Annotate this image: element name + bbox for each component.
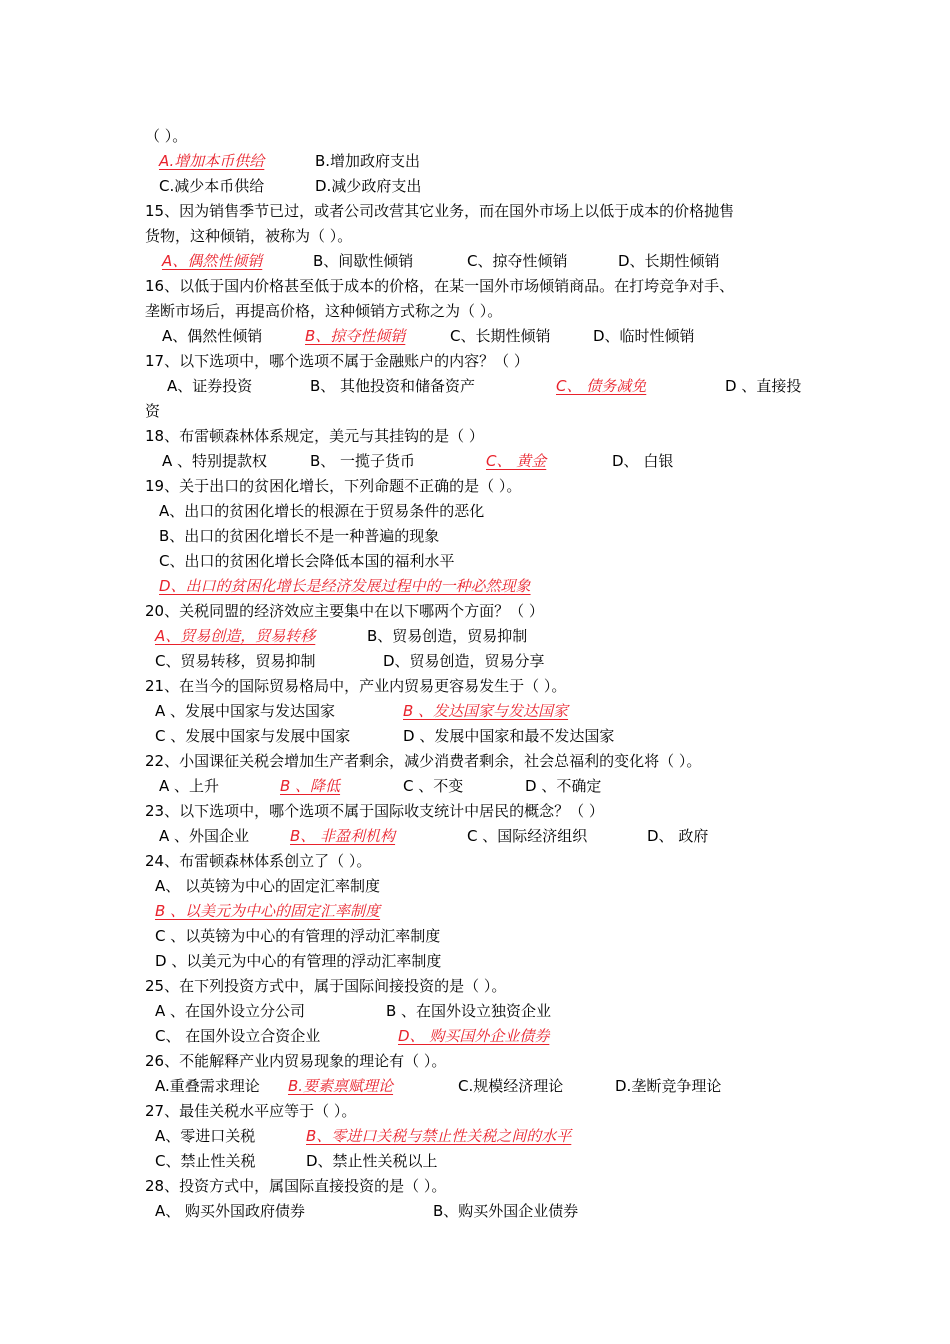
option-text: C.规模经济理论 [458,1077,564,1095]
option-text: A、 以英镑为中心的固定汇率制度 [155,877,381,895]
option-text: A、证券投资 [167,377,253,395]
option-text: D、禁止性关税以上 [306,1152,438,1170]
options-line [145,999,815,1024]
question-text: 21、在当今的国际贸易格局中，产业内贸易更容易发生于（ ）。 [145,677,567,695]
option-text: D、临时性倾销 [593,327,695,345]
option-text: B、出口的贫困化增长不是一种普遍的现象 [159,527,440,545]
options-line [145,449,815,474]
question-line [145,599,815,624]
options-line [145,1074,815,1099]
options-line [145,1024,815,1049]
text-line [145,399,815,424]
options-line [145,899,815,924]
options-line [145,949,815,974]
correct-answer: B 、以美元为中心的固定汇率制度 [155,902,381,920]
option-text: A 、外国企业 [159,827,250,845]
question-line [145,349,815,374]
option-text: B、间歇性倾销 [313,252,414,270]
question-line [145,849,815,874]
option-text: C 、国际经济组织 [467,827,588,845]
option-text: D、贸易创造，贸易分享 [383,652,545,670]
options-line [145,374,815,399]
option-text: C、掠夺性倾销 [467,252,568,270]
option-text: B、 其他投资和储备资产 [310,377,476,395]
question-line [145,1174,815,1199]
question-text: 20、关税同盟的经济效应主要集中在以下哪两个方面？（ ） [145,602,544,620]
options-line [145,1124,815,1149]
exam-document [145,124,815,1224]
question-line [145,199,815,224]
question-line [145,799,815,824]
option-text: C 、不变 [403,777,464,795]
option-text: A、出口的贫困化增长的根源在于贸易条件的恶化 [159,502,485,520]
question-text: （ ）。 [145,127,188,145]
correct-answer: B.要素禀赋理论 [288,1077,394,1095]
option-text: D 、不确定 [525,777,602,795]
question-text: 18、布雷顿森林体系规定，美元与其挂钩的是（ ） [145,427,484,445]
option-text: B、 一揽子货币 [310,452,416,470]
correct-answer: A、偶然性倾销 [162,252,263,270]
option-text: D.减少政府支出 [315,177,422,195]
text-line [145,124,815,149]
options-line [145,324,815,349]
options-line [145,574,815,599]
option-text: C、贸易转移，贸易抑制 [155,652,316,670]
question-text: 26、不能解释产业内贸易现象的理论有（ ）。 [145,1052,447,1070]
options-line [145,524,815,549]
options-line [145,249,815,274]
option-text: C、出口的贫困化增长会降低本国的福利水平 [159,552,455,570]
question-line [145,474,815,499]
option-text: C、长期性倾销 [450,327,551,345]
question-text: 19、关于出口的贫困化增长，下列命题不正确的是（ ）。 [145,477,522,495]
correct-answer: B、 非盈利机构 [290,827,396,845]
correct-answer: D、 购买国外企业债券 [398,1027,550,1045]
option-text: A 、特别提款权 [162,452,268,470]
question-text: 货物，这种倾销，被称为（ ）。 [145,227,353,245]
option-text: C.减少本币供给 [159,177,265,195]
option-text: B.增加政府支出 [315,152,421,170]
options-line [145,549,815,574]
option-text: D、长期性倾销 [618,252,720,270]
options-line [145,149,815,174]
options-line [145,499,815,524]
options-line [145,1149,815,1174]
options-line [145,624,815,649]
question-text: 15、因为销售季节已过，或者公司改营其它业务，而在国外市场上以低于成本的价格抛售 [145,202,735,220]
option-text: A.重叠需求理论 [155,1077,260,1095]
options-line [145,924,815,949]
option-text: B、贸易创造，贸易抑制 [367,627,528,645]
correct-answer: D、出口的贫困化增长是经济发展过程中的一种必然现象 [159,577,531,595]
options-line [145,1199,815,1224]
option-text: D 、以美元为中心的有管理的浮动汇率制度 [155,952,442,970]
option-text: D、 白银 [612,452,674,470]
question-text: 28、投资方式中，属国际直接投资的是（ ）。 [145,1177,447,1195]
options-line [145,699,815,724]
correct-answer: B 、降低 [280,777,341,795]
option-text: A 、在国外设立分公司 [155,1002,306,1020]
option-text: C、禁止性关税 [155,1152,256,1170]
option-text: A、 购买外国政府债券 [155,1202,306,1220]
correct-answer: B 、发达国家与发达国家 [403,702,569,720]
option-text: A、偶然性倾销 [162,327,263,345]
correct-answer: A.增加本币供给 [159,152,265,170]
option-text: D 、发展中国家和最不发达国家 [403,727,615,745]
question-line [145,1099,815,1124]
option-text: C 、发展中国家与发展中国家 [155,727,351,745]
options-line [145,174,815,199]
text-line [145,299,815,324]
options-line [145,774,815,799]
question-line [145,749,815,774]
question-text: 27、最佳关税水平应等于（ ）。 [145,1102,357,1120]
text-line [145,224,815,249]
question-line [145,674,815,699]
correct-answer: B、掠夺性倾销 [305,327,406,345]
option-text: D、 政府 [647,827,709,845]
question-line [145,274,815,299]
options-line [145,649,815,674]
option-text: C、 在国外设立合资企业 [155,1027,321,1045]
options-line [145,874,815,899]
option-text: A 、上升 [159,777,220,795]
question-text: 22、小国课征关税会增加生产者剩余，减少消费者剩余，社会总福利的变化将（ ）。 [145,752,702,770]
option-text: A 、发展中国家与发达国家 [155,702,336,720]
correct-answer: C、 黄金 [486,452,547,470]
question-line [145,974,815,999]
option-text: D.垄断竞争理论 [615,1077,722,1095]
question-text: 23、以下选项中，哪个选项不属于国际收支统计中居民的概念？（ ） [145,802,604,820]
option-text: D 、直接投 [725,377,802,395]
question-text: 25、在下列投资方式中，属于国际间接投资的是（ ）。 [145,977,507,995]
question-text: 资 [145,402,161,420]
correct-answer: C、 债务减免 [556,377,647,395]
option-text: A、零进口关税 [155,1127,256,1145]
option-text: B、购买外国企业债券 [433,1202,579,1220]
option-text: C 、以英镑为中心的有管理的浮动汇率制度 [155,927,441,945]
question-text: 24、布雷顿森林体系创立了（ ）。 [145,852,372,870]
options-line [145,824,815,849]
question-text: 16、以低于国内价格甚至低于成本的价格，在某一国外市场倾销商品。在打垮竞争对手、 [145,277,735,295]
question-line [145,424,815,449]
correct-answer: B、零进口关税与禁止性关税之间的水平 [306,1127,572,1145]
question-text: 17、以下选项中，哪个选项不属于金融账户的内容？（ ） [145,352,529,370]
question-text: 垄断市场后，再提高价格，这种倾销方式称之为（ ）。 [145,302,503,320]
question-line [145,1049,815,1074]
option-text: B 、在国外设立独资企业 [386,1002,552,1020]
options-line [145,724,815,749]
correct-answer: A、贸易创造，贸易转移 [155,627,316,645]
